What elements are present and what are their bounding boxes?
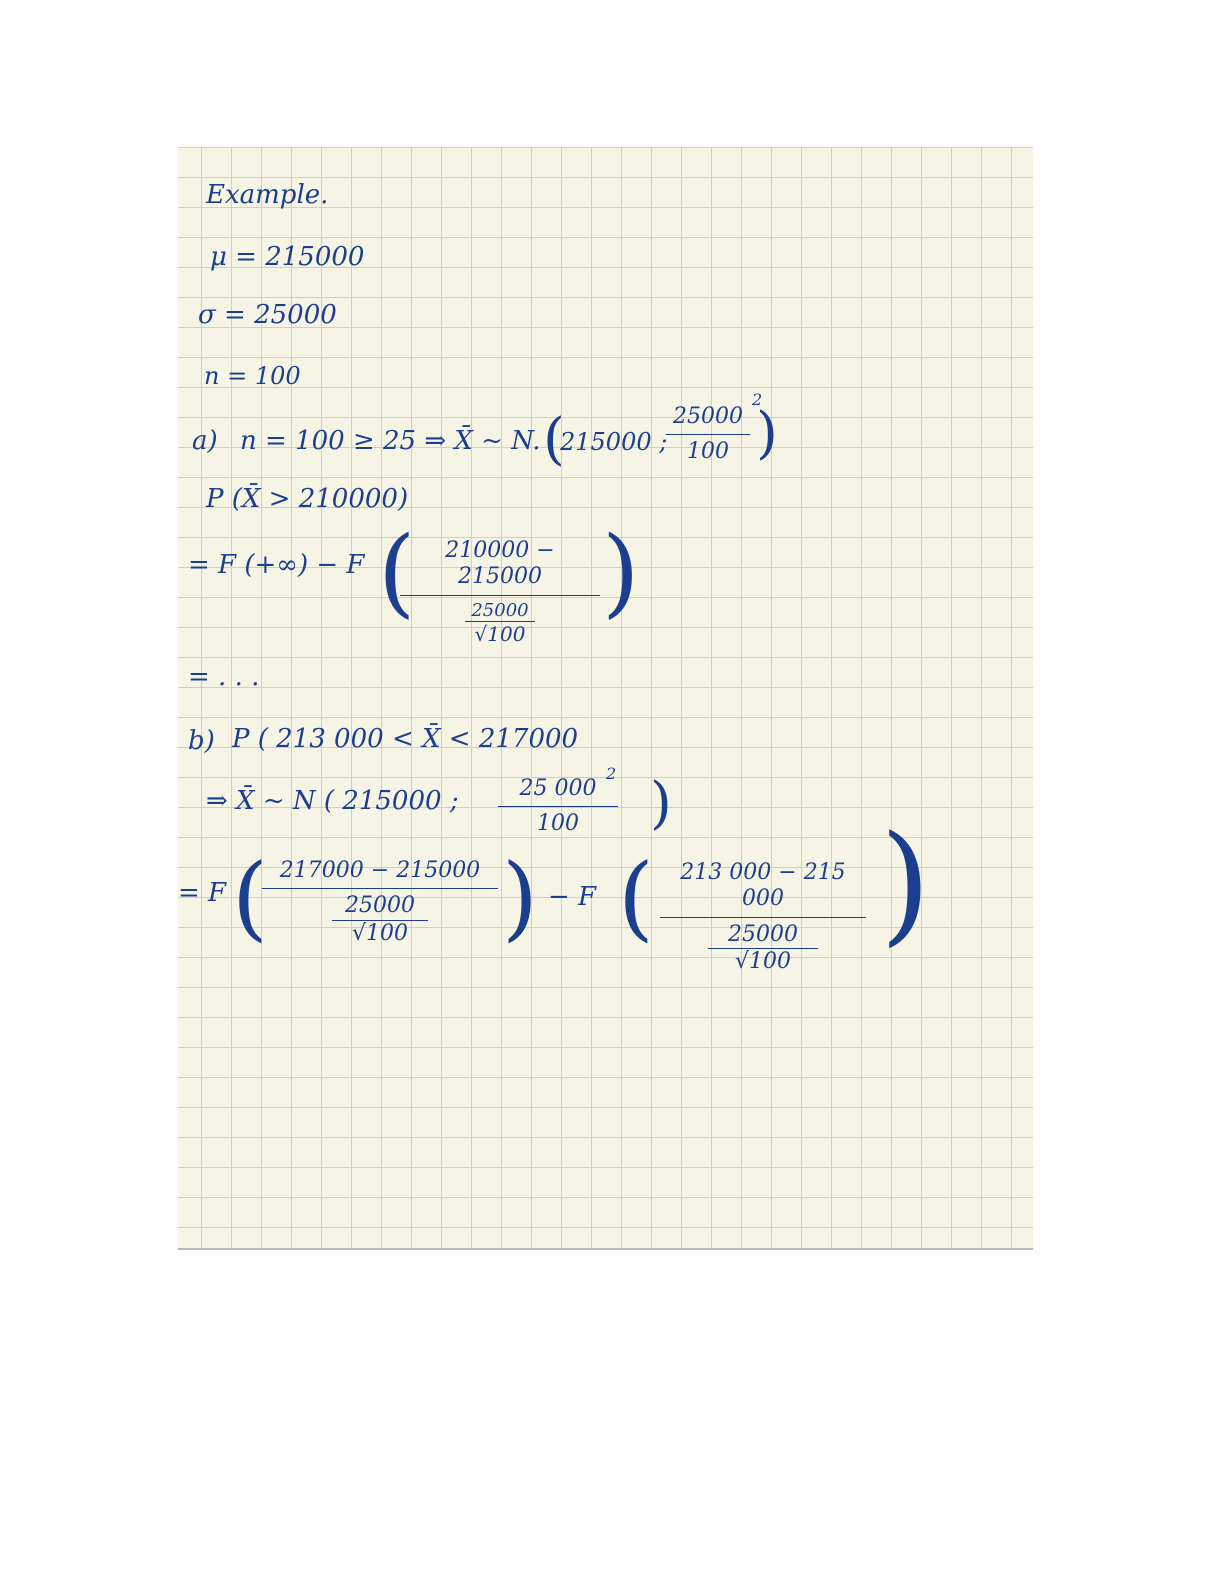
part-b-right-close-paren: ) — [880, 807, 931, 959]
part-b-var-num: 25 000 — [519, 776, 597, 801]
part-a-open-paren: ( — [543, 407, 565, 472]
part-b-left-close-paren: ) — [502, 844, 538, 951]
part-a-variance-fraction — [666, 404, 750, 466]
part-a-mean: 215000 ; — [560, 428, 668, 456]
fraction-bar — [666, 434, 750, 435]
fraction-bar — [498, 806, 618, 807]
part-b-left-den-den: √100 — [351, 920, 408, 946]
part-b-minus-f: − F — [548, 882, 597, 912]
part-a-z-close-paren: ) — [602, 516, 640, 628]
part-a-z-fraction — [400, 538, 600, 646]
part-b-left-fraction — [262, 858, 498, 947]
part-a-close-paren: ) — [756, 401, 778, 466]
part-b-var-exponent: 2 — [606, 764, 617, 783]
part-b-label: b) — [188, 726, 215, 756]
part-b-var-den: 100 — [537, 811, 579, 837]
fraction-bar — [400, 595, 600, 596]
part-a-label: a) — [192, 426, 218, 456]
part-b-left-den-num: 25000 — [332, 893, 428, 920]
mu-line: μ = 215000 — [210, 242, 365, 272]
part-a-condition: n = 100 ≥ 25 ⇒ X̄ ~ N. — [240, 426, 541, 456]
part-a-var-num: 25000 — [673, 404, 743, 429]
sigma-line: σ = 25000 — [198, 300, 337, 330]
part-a-dots: = . . . — [188, 662, 260, 692]
part-b-left-open-paren: ( — [232, 844, 268, 951]
part-b-right-den-den: √100 — [734, 949, 791, 975]
fraction-bar — [262, 888, 498, 889]
part-a-var-den: 100 — [687, 439, 729, 465]
part-a-z-open-paren: ( — [378, 516, 416, 628]
part-b-probability: P ( 213 000 < X̄ < 217000 — [232, 724, 579, 754]
part-b-right-open-paren: ( — [618, 844, 654, 951]
part-b-distribution: ⇒ X̄ ~ N ( 215000 ; — [206, 786, 459, 816]
part-a-z-den-den: √100 — [474, 622, 526, 647]
n-line: n = 100 — [204, 362, 301, 390]
part-b-variance-fraction — [498, 776, 618, 838]
part-b-right-den-num: 25000 — [708, 922, 818, 949]
part-b-left-num: 217000 − 215000 — [279, 858, 481, 883]
part-b-dist-close-paren: ) — [650, 771, 672, 836]
part-a-probability: P (X̄ > 210000) — [206, 484, 409, 514]
part-b-right-fraction — [660, 860, 866, 976]
part-b-left-prefix: = F — [178, 878, 227, 908]
part-a-z-den-num: 25000 — [465, 600, 535, 623]
part-a-eq-prefix: = F (+∞) − F — [188, 550, 365, 580]
part-a-var-exponent: 2 — [752, 390, 763, 409]
part-a-z-num: 210000 − 215000 — [445, 538, 555, 590]
example-title: Example. — [206, 180, 329, 210]
part-b-right-num: 213 000 − 215 000 — [680, 860, 846, 912]
fraction-bar — [660, 917, 866, 918]
